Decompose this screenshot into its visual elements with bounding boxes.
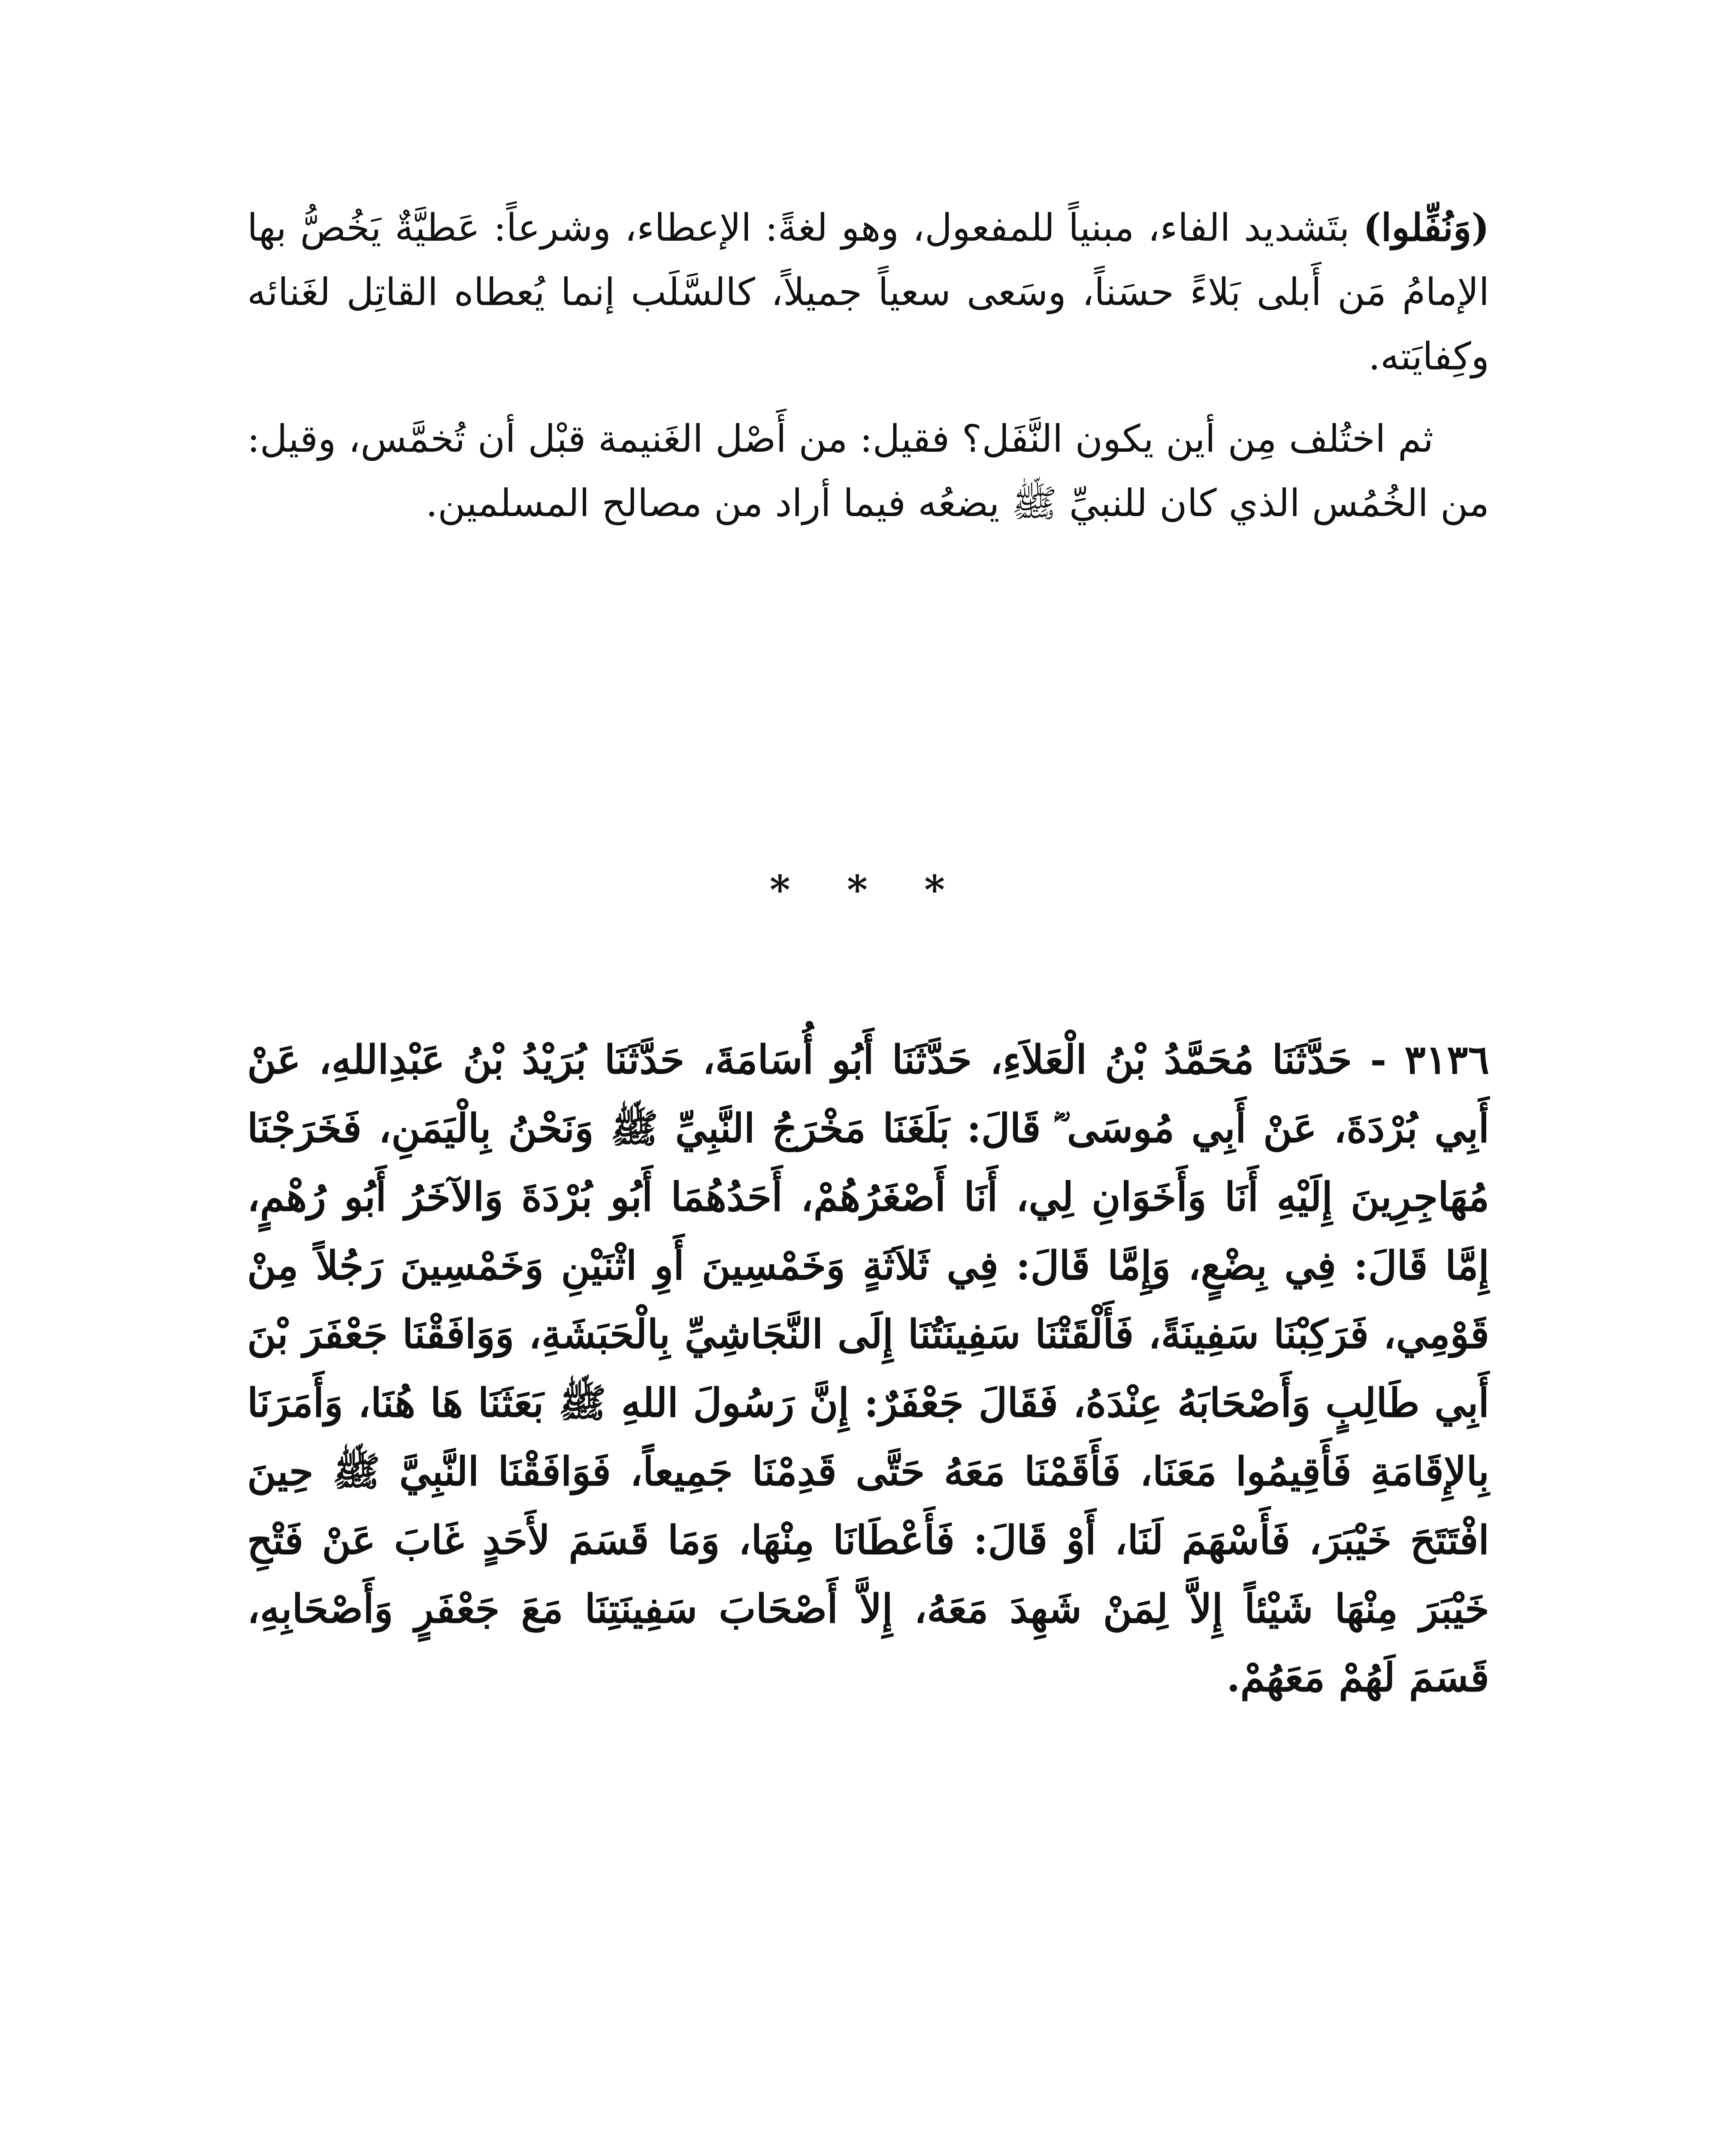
commentary-section (247, 195, 1489, 553)
commentary-term: (وَنُفِّلوا) (1363, 205, 1489, 250)
hadith-section (247, 1025, 1489, 1712)
commentary-paragraph-2: ثم اختُلف مِن أين يكون النَّفَل؟ فقيل: من أَصْل الغَنيمة قبْل أن تُخمَّس، وقيل: من الخُمُس الذي كان للنبيِّ ﷺ يضعُه فيما أراد من مصالح المسلمين. (247, 417, 1489, 525)
hadith-text: ٣١٣٦ - حَدَّثَنَا مُحَمَّدُ بْنُ الْعَلاَءِ، حَدَّثَنَا أَبُو أُسَامَةَ، حَدَّثَنَا بُرَيْدُ بْنُ عَبْدِاللهِ، عَنْ أَبِي بُرْدَةَ، عَنْ أَبِي مُوسَى ؓ قَالَ: بَلَغَنَا مَخْرَجُ النَّبِيِّ ﷺ وَنَحْنُ بِالْيَمَنِ، فَخَرَجْنَا مُهَاجِرِينَ إِلَيْهِ أَنَا وَأَخَوَانِ لِي، أَنَا أَصْغَرُهُمْ، أَحَدُهُمَا أَبُو بُرْدَةَ وَالآخَرُ أَبُو رُهْمٍ، إِمَّا قَالَ: فِي بِضْعٍ، وَإِمَّا قَالَ: فِي ثَلاَثَةٍ وَخَمْسِينَ أَوِ اثْنَيْنِ وَخَمْسِينَ رَجُلاً مِنْ قَوْمِي، فَرَكِبْنَا سَفِينَةً، فَأَلْقَتْنَا سَفِينَتُنَا إِلَى النَّجَاشِيِّ بِالْحَبَشَةِ، وَوَافَقْنَا جَعْفَرَ بْنَ أَبِي طَالِبٍ وَأَصْحَابَهُ عِنْدَهُ، فَقَالَ جَعْفَرٌ: إِنَّ رَسُولَ اللهِ ﷺ بَعَثَنَا هَا هُنَا، وَأَمَرَنَا بِالإِقَامَةِ فَأَقِيمُوا مَعَنَا، فَأَقَمْنَا مَعَهُ حَتَّى قَدِمْنَا جَمِيعاً، فَوَافَقْنَا النَّبِيَّ ﷺ حِينَ افْتَتَحَ خَيْبَرَ، فَأَسْهَمَ لَنَا، أَوْ قَالَ: فَأَعْطَانَا مِنْهَا، وَمَا قَسَمَ لأَحَدٍ غَابَ عَنْ فَتْحِ خَيْبَرَ مِنْهَا شَيْئاً إِلاَّ لِمَنْ شَهِدَ مَعَهُ، إِلاَّ أَصْحَابَ سَفِينَتِنَا مَعَ جَعْفَرٍ وَأَصْحَابِهِ، قَسَمَ لَهُمْ مَعَهُمْ. (247, 1036, 1490, 1701)
commentary-term-explanation: بتَشديد الفاء، مبنياً للمفعول، وهو لغةً: الإعطاء، وشرعاً: عَطيَّةٌ يَخُصُّ بها الإمامُ مَن أَبلى بَلاءً حسَناً، وسَعى سعياً جميلاً، كالسَّلَب إنما يُعطاه القاتِل لغَنائه وكِفايَته. (247, 205, 1489, 378)
commentary-paragraph-1 (247, 195, 1489, 389)
section-separator: * * * (769, 867, 967, 913)
